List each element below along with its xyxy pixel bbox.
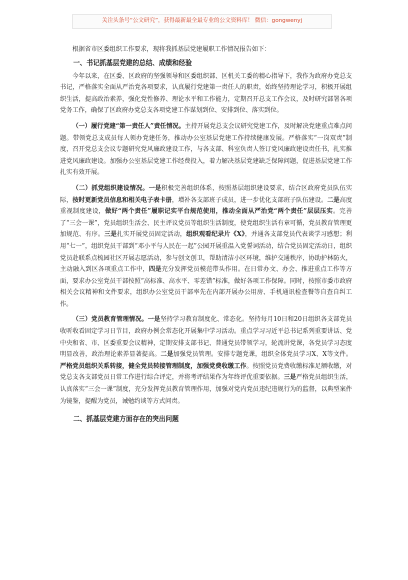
item2-heading: （二）抓党组织建设情况。 [72,184,149,192]
intro-paragraph: 根据省市区委组织工作要求，现将我抓基层党建履职工作情况报告如下： [72,46,271,53]
item2-text1: 积极完善组织体系，按照基层组织建设要求，结合区政府党员队伍实际， [60,184,353,204]
item1-heading: （一）履行党建“第一责任人”责任情况。 [72,122,185,130]
item2-lead3: 三是 [104,231,117,239]
item2-bold3: 组织观看纪录片《X》 [186,231,245,239]
item2-text7: 充分发挥党员模范带头作用。在日常办文、办会、推进重点工作等方面，要求办公室党员干部按照“高标准、高水平、零差错”标准，做好各项工作保障。同时，按照市委市政府相关会议精神和文件要求，组织办公室党员干部率先在内部开展办公用房、手机通讯检查餐等自查自纠工作。 [60,266,353,308]
item2-lead4: 四是 [148,266,162,274]
item2-bold2: 做好“两个责任”履职记实平台规范使用，推动全面从严治党“两个责任”层层压实 [105,208,333,216]
item2-lead1: 一是 [148,184,162,192]
item2-bold1: 按时更新党员信息和相关电子表卡册 [72,196,172,204]
document-page [60,44,352,427]
item2-text4: 。完善了“三会一课”，党员组织生活会、民主评议党员等组织生活制度，使党组织生活有章可循，党员教育管理更加规范、有序。 [60,208,353,239]
header-banner: 关注头条号“公文研究”，获得最新最全最专业的公文资料库！ 微信：gongwenyj [72,14,332,29]
item2-text6: ，并通各支部党员代表谈学习感想；利用“七一”，组织党员干部到“邓小平与人民在一起”公园开展重温入党誓词活动，结合党员固定活动日，组织党员赴联系点梳园社区开展志愿活动，参与创文创卫，帮助清洁小区环境，维护交通秩序，协助护林防火，主动融入到区各项重点工作中， [60,231,353,274]
item3-text2: 加强党员管理。安排专题党课，组织全体党员学习X、X等文件。 [173,351,353,359]
item2-text5: 扎实开展党员固定活动， [116,231,187,239]
item2-text3: 高度重视制度建设， [60,196,353,216]
section2-heading: 二、抓基层党建方面存在的突出问题 [73,415,179,424]
item3-lead2: 二是 [160,351,174,359]
item3-paragraph [60,314,352,407]
section1-paragraph: 今年以来，在区委、区政府的坚强领导和区委组织部、区机关工委的精心指导下，我作为政府办党总支书记，严格落实全面从严治党各项要求，认真履行党建第一责任人的职责，始终坚持理论学习，积极开展组织生活，提高政治素养，强化党性修养、理论水平和工作能力，定期召开总支工作会议，及时研究部署各项党务工作，确保了区政府办党总支各项党建工作谋划到位、安排到位、落实到位。 [60,72,352,115]
item1-body: 主持开展党总支会议研究党建工作，及时解决党建重点难点问题。带领党总支成员每人领办党建任务，推动办公室基层党建工作持续健康发展。严格落实“一岗双责”制度，召开党总支会议专题研究党风廉政建设工作，与各支部、科室负责人签订党风廉政建设责任书，扎实推进党风廉政建设。加强办公室基层党建工作经费投入，着力解决基层党建缺乏保障问题，促进基层党建工作扎实有效开展。 [60,122,352,177]
item2-text2: ，增补各支部班子成员，进一步优化支部班子队伍建设。 [171,196,328,204]
item3-lead3: 三是 [283,374,297,382]
item2-lead2: 二是 [327,196,340,204]
item2-paragraph [60,183,352,311]
item3-text4: 严格党员组织生活，认真落实“三会一课”制度，充分发挥党员教育管理作用，加强对党内党员违纪违规行为的监督，以典型案件为镜鉴，提醒为党员，诫勉约谈等方式问责。 [60,374,353,405]
item3-text1: 坚持学习教育制度化、常态化。坚持每月10日和20日组织各支部党员收听收看固定学习日节目，政府办例会常态化开展集中学习活动。重点学习习近平总书记系列重要讲话、党中央和省、市、区委重要会议精神，定期安排支部书记、普通党员带领学习，轮流讲党课，各党员学习态度明显改善，政治理论素养显著提高。 [60,316,353,359]
item3-text3: 。按照党员党费收缴标准足额收缴，对党总支各支部党员日常工作进行综合评定，并将考评结果作为年终评优重要依据。 [60,362,353,382]
item3-bold1: 严格党员组织关系转接，健全党员转接管理制度，加强党费收缴工作 [60,362,247,370]
section1-heading: 一、书记抓基层党建的总结、成绩和经验 [73,58,192,67]
item3-lead1: 一是 [147,316,161,324]
item3-heading: （三）党员教育管理情况。 [72,316,148,324]
item1-paragraph [60,121,352,179]
